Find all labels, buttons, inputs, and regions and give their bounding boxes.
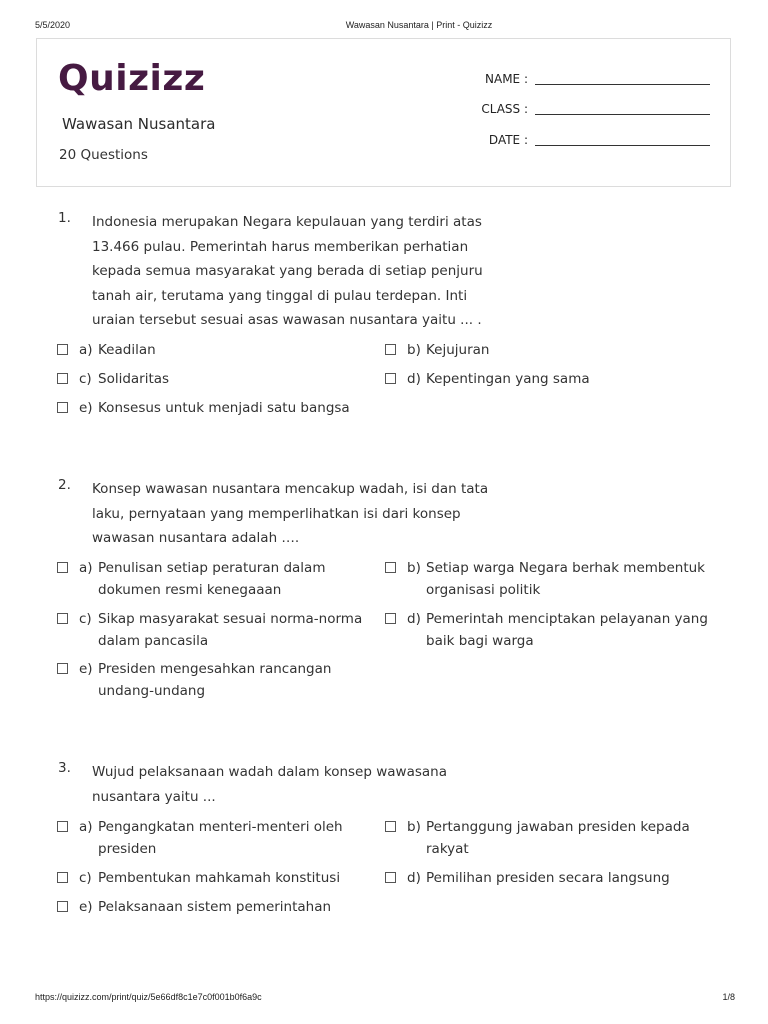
quizizz-logo <box>58 59 205 99</box>
option-text: Setiap warga Negara berhak membentuk organisasi politik <box>426 560 706 598</box>
question-number: 1. <box>58 210 71 226</box>
option-text: Pemilihan presiden secara langsung <box>426 870 670 886</box>
quiz-header <box>36 38 731 187</box>
question-text: Konsep wawasan nusantara mencakup wadah, isi dan tata laku, pernyataan yang memperlihatkan isi dari konsep wawasan nusantara adalah …. <box>92 481 489 546</box>
checkbox-icon[interactable] <box>385 872 396 883</box>
class-line <box>535 114 710 115</box>
print-date: 5/5/2020 <box>35 20 71 30</box>
question-number: 2. <box>58 477 71 493</box>
class-label: CLASS : <box>481 102 528 116</box>
question-text: Wujud pelaksanaan wadah dalam konsep wawasana nusantara yaitu ... <box>92 764 447 805</box>
option-text: Pelaksanaan sistem pemerintahan <box>98 899 332 915</box>
option-text: Penulisan setiap peraturan dalam dokumen resmi kenegaaan <box>98 560 326 598</box>
checkbox-icon[interactable] <box>57 344 68 355</box>
checkbox-icon[interactable] <box>385 562 396 573</box>
option-text: Pembentukan mahkamah konstitusi <box>98 870 341 886</box>
checkbox-icon[interactable] <box>385 821 396 832</box>
option-letter: c) <box>79 611 92 627</box>
option-letter: d) <box>407 371 421 387</box>
checkbox-icon[interactable] <box>57 613 68 624</box>
option-letter: a) <box>79 342 93 358</box>
option-text: Sikap masyarakat sesuai norma-norma dalam pancasila <box>98 611 363 649</box>
question-text: Indonesia merupakan Negara kepulauan yang terdiri atas 13.466 pulau. Pemerintah harus memberikan perhatian kepada semua masyarakat yang berada di setiap penjuru tanah air, terutama yang tinggal di pulau terdepan. Inti uraian tersebut sesuai asas wawasan nusantara yaitu ... . <box>92 214 483 328</box>
question-count: 20 Questions <box>59 147 148 163</box>
question-number: 3. <box>58 760 71 776</box>
option-letter: d) <box>407 870 421 886</box>
option-letter: b) <box>407 819 421 835</box>
option-letter: b) <box>407 342 421 358</box>
page-url[interactable]: https://quizizz.com/print/quiz/5e66df8c1e7c0f001b0f6a9c <box>35 992 262 1002</box>
checkbox-icon[interactable] <box>57 663 68 674</box>
quiz-title: Wawasan Nusantara <box>62 115 216 133</box>
checkbox-icon[interactable] <box>57 872 68 883</box>
option-text: Kepentingan yang sama <box>426 371 590 387</box>
print-header <box>0 20 768 32</box>
option-text: Pemerintah menciptakan pelayanan yang baik bagi warga <box>426 611 708 649</box>
option-letter: e) <box>79 400 93 416</box>
checkbox-icon[interactable] <box>385 613 396 624</box>
option-text: Keadilan <box>98 342 156 358</box>
checkbox-icon[interactable] <box>385 373 396 384</box>
option-text: Pengangkatan menteri-menteri oleh presiden <box>98 819 343 857</box>
option-letter: a) <box>79 819 93 835</box>
name-line <box>535 84 710 85</box>
option-letter: d) <box>407 611 421 627</box>
class-field <box>410 100 710 120</box>
option-text: Kejujuran <box>426 342 490 358</box>
option-letter: e) <box>79 899 93 915</box>
date-line <box>535 145 710 146</box>
option-text: Solidaritas <box>98 371 170 387</box>
name-field <box>410 70 710 90</box>
checkbox-icon[interactable] <box>385 344 396 355</box>
date-field <box>410 131 710 151</box>
option-letter: c) <box>79 870 92 886</box>
option-letter: c) <box>79 371 92 387</box>
checkbox-icon[interactable] <box>57 373 68 384</box>
option-text: Presiden mengesahkan rancangan undang-undang <box>98 661 332 699</box>
checkbox-icon[interactable] <box>57 562 68 573</box>
logo-text: Quizizz <box>58 58 206 99</box>
option-text: Pertanggung jawaban presiden kepada rakyat <box>426 819 690 857</box>
name-label: NAME : <box>485 72 528 86</box>
print-footer <box>0 992 768 1004</box>
checkbox-icon[interactable] <box>57 901 68 912</box>
page-number: 1/8 <box>722 992 735 1002</box>
print-title: Wawasan Nusantara | Print - Quizizz <box>345 20 493 30</box>
option-letter: b) <box>407 560 421 576</box>
checkbox-icon[interactable] <box>57 821 68 832</box>
option-letter: e) <box>79 661 93 677</box>
option-text: Konsesus untuk menjadi satu bangsa <box>98 400 350 416</box>
option-letter: a) <box>79 560 93 576</box>
date-label: DATE : <box>488 133 528 147</box>
checkbox-icon[interactable] <box>57 402 68 413</box>
